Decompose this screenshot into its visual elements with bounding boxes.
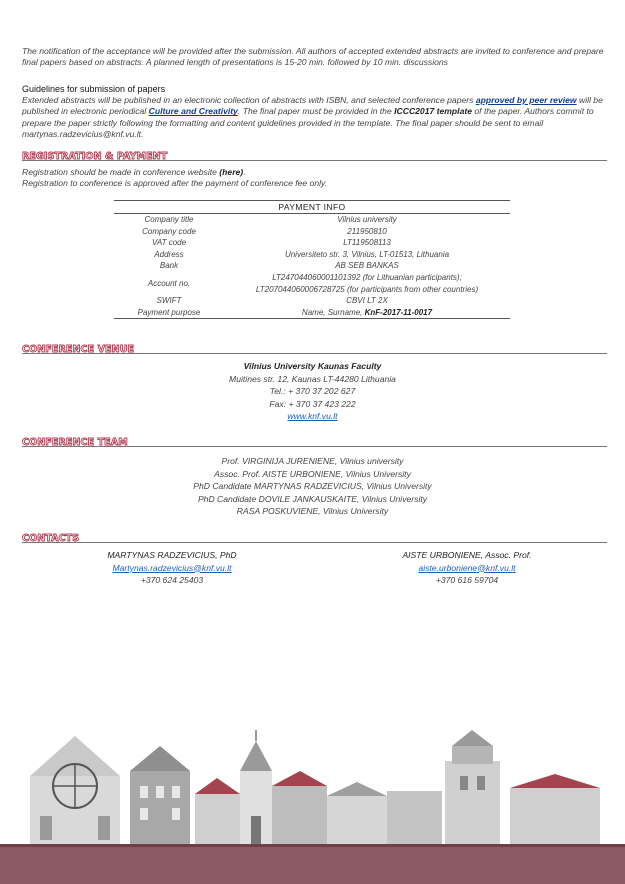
footer-band <box>0 844 625 884</box>
team-member: Prof. VIRGINIJA JURENIENE, Vilnius university <box>221 456 404 466</box>
registration-line-1-text: Registration should be made in conference website <box>22 167 220 177</box>
guidelines-text-3: . The final paper must be provided in the <box>237 106 395 117</box>
contact-phone: +370 624 25403 <box>140 575 204 585</box>
church-tower <box>240 730 272 844</box>
contact-email-link[interactable]: Martynas.radzevicius@knf.vu.lt <box>112 562 232 573</box>
right-tower <box>445 730 500 844</box>
middle-houses <box>272 771 442 844</box>
registration-website-link[interactable]: (here) <box>219 167 244 177</box>
contact-phone: +370 616 59704 <box>435 575 499 585</box>
payment-key: Bank <box>159 261 179 271</box>
venue-address: Muitines str. 12, Kaunas LT-44280 Lithuania <box>229 373 396 384</box>
team-member: PhD Candidate DOVILE JANKAUSKAITE, Vilnius University <box>197 493 428 504</box>
payment-key: Company code <box>142 226 196 236</box>
registration-title: REGISTRATION & PAYMENT <box>22 151 168 162</box>
submission-email[interactable]: martynas.radzevicius@knf.vu.lt <box>22 128 142 139</box>
intro-paragraph <box>22 46 607 69</box>
team-member: Assoc. Prof. AISTE URBONIENE, Vilnius University <box>214 468 411 479</box>
team-section-header <box>22 432 607 447</box>
payment-key: SWIFT <box>156 296 182 306</box>
venue-phone: Tel.: + 370 37 202 627 <box>269 386 356 397</box>
venue-name: Vilnius University Kaunas Faculty <box>243 361 382 371</box>
guidelines-section <box>22 80 607 140</box>
payment-row <box>114 214 510 226</box>
team-member: RASA POSKUVIENE, Vilnius University <box>236 506 389 517</box>
payment-info-header: PAYMENT INFO <box>114 201 510 214</box>
red-roof-house <box>195 778 240 844</box>
guidelines-text <box>22 95 607 140</box>
registration-line-1 <box>22 167 607 178</box>
payment-row <box>114 307 510 319</box>
payment-key: Company title <box>144 215 194 224</box>
payment-value: LT119508113 <box>343 238 391 248</box>
contact-card <box>57 549 287 587</box>
team-list <box>0 455 625 518</box>
payment-purpose-code: KnF-2017-11-0017 <box>364 307 433 317</box>
payment-value: AB SEB BANKAS <box>335 261 399 271</box>
payment-row <box>114 249 510 261</box>
account-foreign: LT207044060006728725 (for participants from other countries) <box>255 284 479 294</box>
venue-block <box>0 360 625 423</box>
venue-title: CONFERENCE VENUE <box>22 344 135 355</box>
venue-website-link[interactable]: www.knf.vu.lt <box>287 411 338 422</box>
registration-text <box>22 167 607 190</box>
payment-key: Payment purpose <box>114 307 224 319</box>
peer-review-emphasis: approved by peer review <box>475 95 577 105</box>
registration-line-1-end: . <box>243 167 246 177</box>
journal-link[interactable]: Culture and Creativity <box>148 106 238 117</box>
guidelines-heading: Guidelines for submission of papers <box>22 84 166 94</box>
venue-fax: Fax: + 370 37 423 222 <box>269 398 356 409</box>
right-red-house <box>510 774 600 844</box>
payment-row <box>114 237 510 249</box>
contacts-title: CONTACTS <box>22 533 80 544</box>
account-lt: LT247044060001101392 (for Lithuanian participants); <box>272 272 462 282</box>
payment-key: Address <box>154 249 184 259</box>
contact-email-link[interactable]: aiste.urboniene@knf.vu.lt <box>418 562 516 573</box>
contact-name: MARTYNAS RADZEVICIUS, PhD <box>107 550 237 560</box>
payment-value: CBVI LT 2X <box>346 296 388 306</box>
payment-value: Universiteto str. 3, Vilnius, LT-01513, Lithuania <box>284 249 450 259</box>
registration-line-2: Registration to conference is approved after the payment of conference fee only. <box>22 178 328 189</box>
contact-name: AISTE URBONIENE, Assoc. Prof. <box>402 550 532 560</box>
intro-text: The notification of the acceptance will be provided after the submission. All authors of accepted extended abstracts are invited to conference and prepare final papers based on abstracts. A planned length of presentations is 15-20 min. followed by 10 min. discussions <box>22 46 604 68</box>
payment-row <box>114 260 510 272</box>
gable-house <box>130 746 190 844</box>
payment-info-table <box>114 200 510 319</box>
venue-section-header <box>22 339 607 354</box>
footer-band-edge <box>0 844 625 847</box>
payment-value <box>224 307 510 319</box>
team-title: CONFERENCE TEAM <box>22 437 128 448</box>
contacts-section-header <box>22 528 607 543</box>
payment-purpose-text: Name, Surname, <box>301 307 365 317</box>
payment-row <box>114 295 510 307</box>
guidelines-text-1: Extended abstracts will be published in an electronic collection of abstracts with ISBN, and selected conference papers <box>22 95 476 105</box>
guidelines-text-2: will be published in electronic periodical <box>22 95 603 117</box>
payment-row <box>114 272 510 295</box>
registration-section-header <box>22 146 607 161</box>
payment-value: Vilnius university <box>337 215 397 224</box>
payment-key: VAT code <box>151 238 187 248</box>
clock-building <box>30 736 120 844</box>
payment-row <box>114 226 510 238</box>
town-skyline-illustration <box>0 716 625 884</box>
contact-card <box>352 549 582 587</box>
guidelines-text-4: of the paper. Authors commit to prepare the paper strictly following the formatting and content guidelines provided in the template. The final paper should be sent to email <box>22 106 594 128</box>
payment-key: Account no. <box>147 278 191 288</box>
guidelines-text-5: . <box>141 128 144 139</box>
payment-value <box>224 272 510 295</box>
team-member: PhD Candidate MARTYNAS RADZEVICIUS, Vilnius University <box>193 481 432 492</box>
payment-value: 211950810 <box>347 226 387 236</box>
template-emphasis: ICCC2017 template <box>394 106 472 117</box>
